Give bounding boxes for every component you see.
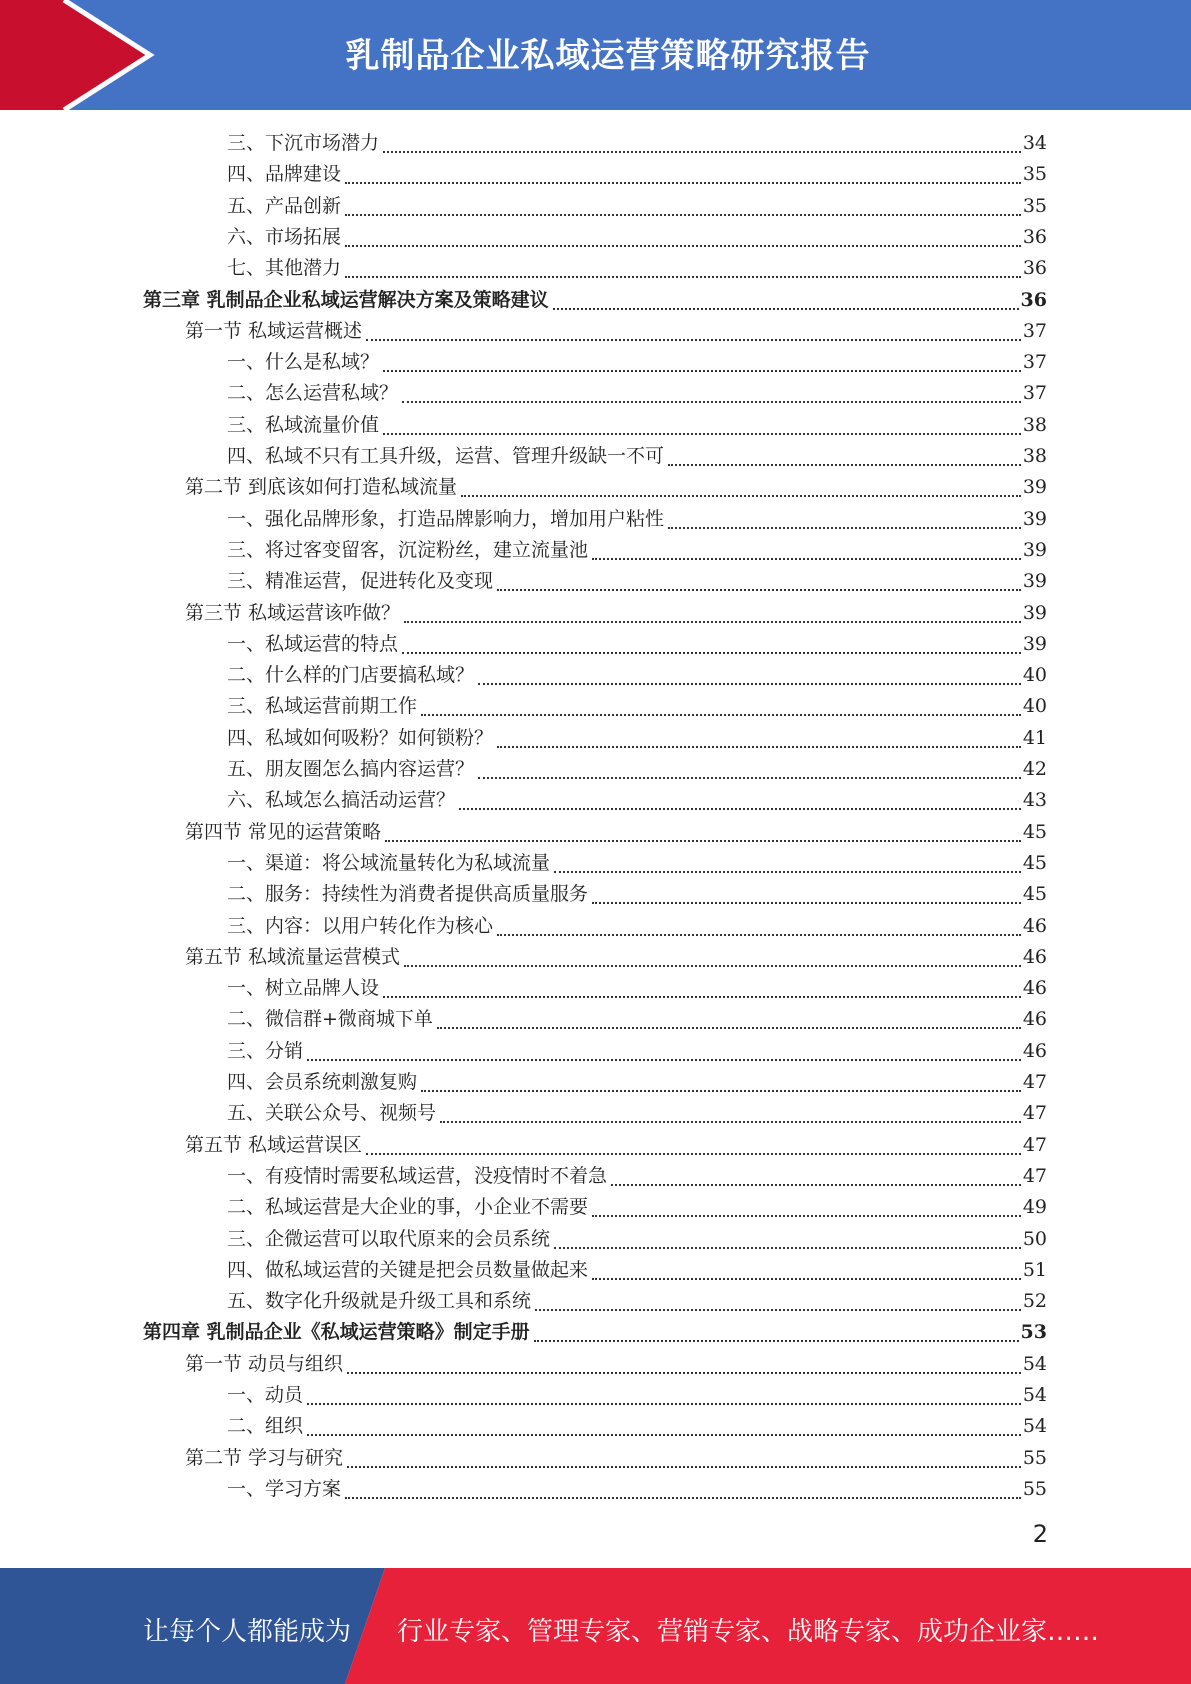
toc-entry-item[interactable] bbox=[227, 159, 1047, 190]
toc-entry-title: 三、企微运营可以取代原来的会员系统 bbox=[227, 1227, 551, 1250]
toc-entry-title: 四、做私域运营的关键是把会员数量做起来 bbox=[227, 1258, 589, 1281]
toc-dot-leader bbox=[345, 1497, 1021, 1499]
toc-dot-leader bbox=[592, 1278, 1021, 1280]
toc-entry-page: 46 bbox=[1022, 1008, 1047, 1031]
toc-entry-item[interactable] bbox=[227, 1192, 1047, 1223]
report-title: 乳制品企业私域运营策略研究报告 bbox=[345, 36, 871, 76]
toc-dot-leader bbox=[554, 1247, 1021, 1249]
toc-dot-leader bbox=[553, 308, 1019, 310]
toc-entry-title: 四、品牌建设 bbox=[227, 163, 342, 186]
toc-entry-title: 第四节 常见的运营策略 bbox=[185, 820, 382, 843]
toc-entry-title: 三、内容：以用户转化作为核心 bbox=[227, 914, 494, 937]
toc-entry-item[interactable] bbox=[227, 879, 1047, 910]
toc-dot-leader bbox=[461, 495, 1021, 497]
toc-dot-leader bbox=[592, 558, 1021, 560]
toc-entry-title: 第一节 私域运营概述 bbox=[185, 319, 363, 342]
footer-slogan-right: 行业专家、管理专家、营销专家、战略专家、成功企业家…… bbox=[397, 1617, 1100, 1647]
toc-dot-leader bbox=[347, 1466, 1021, 1468]
toc-entry-title: 三、分销 bbox=[227, 1039, 304, 1062]
toc-entry-title: 三、下沉市场潜力 bbox=[227, 132, 380, 154]
toc-dot-leader bbox=[497, 746, 1021, 748]
toc-entry-title: 六、私域怎么搞活动运营？ bbox=[227, 789, 456, 812]
toc-dot-leader bbox=[497, 589, 1021, 591]
toc-entry-page: 55 bbox=[1022, 1446, 1047, 1469]
toc-entry-item[interactable] bbox=[227, 691, 1047, 722]
toc-dot-leader bbox=[307, 1434, 1021, 1436]
toc-entry-section[interactable] bbox=[185, 817, 1047, 848]
toc-entry-item[interactable] bbox=[227, 848, 1047, 879]
toc-entry-item[interactable] bbox=[227, 723, 1047, 754]
toc-entry-item[interactable] bbox=[227, 629, 1047, 660]
toc-dot-leader bbox=[307, 1403, 1021, 1405]
toc-entry-section[interactable] bbox=[185, 598, 1047, 629]
toc-entry-section[interactable] bbox=[185, 472, 1047, 503]
toc-dot-leader bbox=[345, 214, 1021, 216]
toc-dot-leader bbox=[307, 1059, 1021, 1061]
toc-entry-title: 五、数字化升级就是升级工具和系统 bbox=[227, 1290, 532, 1313]
toc-entry-page: 39 bbox=[1022, 538, 1047, 561]
toc-entry-title: 五、朋友圈怎么搞内容运营？ bbox=[227, 758, 475, 780]
toc-entry-item[interactable] bbox=[227, 535, 1047, 566]
toc-entry-title: 四、会员系统刺激复购 bbox=[227, 1071, 418, 1093]
toc-entry-title: 二、私域运营是大企业的事，小企业不需要 bbox=[227, 1196, 589, 1219]
toc-entry-page: 38 bbox=[1022, 445, 1047, 467]
toc-entry-page: 45 bbox=[1022, 851, 1047, 874]
toc-entry-item[interactable] bbox=[227, 566, 1047, 597]
toc-entry-section[interactable] bbox=[185, 942, 1047, 973]
toc-dot-leader bbox=[478, 683, 1021, 685]
toc-entry-page: 46 bbox=[1022, 914, 1047, 937]
toc-entry-page: 38 bbox=[1022, 413, 1047, 436]
page-footer bbox=[0, 1568, 1191, 1684]
toc-entry-chapter[interactable] bbox=[143, 1317, 1047, 1348]
toc-entry-section[interactable] bbox=[185, 1443, 1047, 1474]
toc-entry-item[interactable] bbox=[227, 1380, 1047, 1411]
toc-entry-title: 四、私域如何吸粉？如何锁粉？ bbox=[227, 726, 494, 749]
toc-entry-item[interactable] bbox=[227, 1286, 1047, 1317]
toc-entry-item[interactable] bbox=[227, 1411, 1047, 1442]
toc-entry-title: 第五节 私域运营误区 bbox=[185, 1133, 363, 1156]
toc-dot-leader bbox=[383, 370, 1021, 372]
toc-dot-leader bbox=[668, 464, 1021, 466]
toc-entry-page: 55 bbox=[1022, 1477, 1047, 1500]
toc-entry-section[interactable] bbox=[185, 1349, 1047, 1380]
toc-entry-title: 一、树立品牌人设 bbox=[227, 977, 380, 1000]
toc-entry-page: 53 bbox=[1020, 1321, 1047, 1344]
toc-entry-title: 六、市场拓展 bbox=[227, 225, 342, 248]
toc-entry-title: 第五节 私域流量运营模式 bbox=[185, 945, 401, 968]
toc-entry-title: 七、其他潜力 bbox=[227, 257, 342, 280]
toc-dot-leader bbox=[345, 245, 1021, 247]
toc-entry-page: 37 bbox=[1022, 351, 1047, 374]
toc-entry-chapter[interactable] bbox=[143, 285, 1047, 316]
toc-entry-page: 34 bbox=[1022, 132, 1047, 154]
toc-entry-page: 46 bbox=[1022, 945, 1047, 968]
toc-entry-item[interactable] bbox=[227, 1161, 1047, 1192]
toc-dot-leader bbox=[478, 777, 1021, 779]
toc-entry-page: 37 bbox=[1022, 382, 1047, 405]
toc-dot-leader bbox=[402, 401, 1021, 403]
toc-entry-title: 一、什么是私域？ bbox=[227, 351, 380, 374]
toc-entry-page: 45 bbox=[1022, 883, 1047, 906]
toc-dot-leader bbox=[459, 808, 1021, 810]
toc-dot-leader bbox=[345, 276, 1021, 278]
toc-entry-title: 三、私域运营前期工作 bbox=[227, 695, 418, 718]
toc-dot-leader bbox=[535, 1309, 1021, 1311]
toc-dot-leader bbox=[440, 1121, 1021, 1123]
toc-entry-item[interactable] bbox=[227, 911, 1047, 942]
toc-entry-title: 一、强化品牌形象，打造品牌影响力，增加用户粘性 bbox=[227, 507, 665, 530]
toc-entry-title: 五、产品创新 bbox=[227, 194, 342, 217]
toc-dot-leader bbox=[554, 871, 1021, 873]
toc-dot-leader bbox=[592, 902, 1021, 904]
toc-entry-item[interactable] bbox=[227, 504, 1047, 535]
toc-dot-leader bbox=[383, 151, 1021, 153]
toc-entry-page: 40 bbox=[1022, 695, 1047, 718]
toc-entry-page: 46 bbox=[1022, 1039, 1047, 1062]
toc-entry-title: 二、服务：持续性为消费者提供高质量服务 bbox=[227, 883, 589, 906]
toc-entry-item[interactable] bbox=[227, 1098, 1047, 1129]
toc-entry-title: 第三节 私域运营该咋做？ bbox=[185, 601, 401, 624]
toc-dot-leader bbox=[421, 714, 1021, 716]
toc-entry-page: 35 bbox=[1022, 194, 1047, 217]
toc-entry-item[interactable] bbox=[227, 785, 1047, 816]
toc-dot-leader bbox=[437, 1027, 1021, 1029]
toc-entry-section[interactable] bbox=[185, 1130, 1047, 1161]
toc-entry-item[interactable] bbox=[227, 1004, 1047, 1035]
toc-entry-item[interactable] bbox=[227, 410, 1047, 441]
toc-entry-page: 45 bbox=[1022, 820, 1047, 843]
toc-entry-page: 39 bbox=[1022, 632, 1047, 655]
toc-entry-page: 36 bbox=[1022, 257, 1047, 280]
toc-entry-title: 二、微信群+微商城下单 bbox=[227, 1008, 433, 1031]
toc-entry-item[interactable] bbox=[227, 347, 1047, 378]
toc-entry-item[interactable] bbox=[227, 1036, 1047, 1067]
toc-entry-title: 一、私域运营的特点 bbox=[227, 632, 399, 655]
toc-entry-page: 39 bbox=[1022, 507, 1047, 530]
toc-entry-title: 第二节 到底该如何打造私域流量 bbox=[185, 476, 458, 499]
toc-entry-page: 43 bbox=[1022, 789, 1047, 812]
toc-entry-page: 42 bbox=[1022, 758, 1047, 780]
toc-entry-section[interactable] bbox=[185, 316, 1047, 347]
toc-entry-title: 四、私域不只有工具升级，运营、管理升级缺一不可 bbox=[227, 445, 665, 467]
toc-dot-leader bbox=[534, 1340, 1019, 1342]
toc-entry-item[interactable] bbox=[227, 378, 1047, 409]
toc-entry-page: 51 bbox=[1022, 1258, 1047, 1281]
toc-entry-page: 54 bbox=[1022, 1352, 1047, 1375]
toc-entry-item[interactable] bbox=[227, 222, 1047, 253]
toc-entry-title: 二、怎么运营私域？ bbox=[227, 382, 399, 405]
toc-entry-item[interactable] bbox=[227, 1474, 1047, 1505]
toc-entry-page: 37 bbox=[1022, 319, 1047, 342]
toc-entry-page: 40 bbox=[1022, 664, 1047, 687]
toc-entry-page: 39 bbox=[1022, 476, 1047, 499]
toc-entry-title: 五、关联公众号、视频号 bbox=[227, 1102, 437, 1125]
toc-entry-page: 49 bbox=[1022, 1196, 1047, 1219]
toc-entry-title: 一、渠道：将公域流量转化为私域流量 bbox=[227, 851, 551, 874]
toc-entry-page: 47 bbox=[1022, 1164, 1047, 1187]
toc-entry-item[interactable] bbox=[227, 1255, 1047, 1286]
toc-entry-title: 第一节 动员与组织 bbox=[185, 1352, 344, 1375]
toc-entry-page: 54 bbox=[1022, 1415, 1047, 1438]
toc-dot-leader bbox=[366, 339, 1021, 341]
toc-dot-leader bbox=[402, 652, 1021, 654]
toc-dot-leader bbox=[366, 1153, 1021, 1155]
footer-slogan-left: 让每个人都能成为 bbox=[143, 1617, 352, 1647]
toc-dot-leader bbox=[383, 996, 1021, 998]
toc-entry-item[interactable] bbox=[227, 441, 1047, 472]
toc-entry-page: 54 bbox=[1022, 1384, 1047, 1406]
toc-dot-leader bbox=[668, 527, 1021, 529]
toc-entry-item[interactable] bbox=[227, 1224, 1047, 1255]
toc-dot-leader bbox=[592, 1215, 1021, 1217]
toc-entry-item[interactable] bbox=[227, 128, 1047, 159]
toc-entry-page: 47 bbox=[1022, 1071, 1047, 1093]
toc-entry-page: 46 bbox=[1022, 977, 1047, 1000]
toc-dot-leader bbox=[385, 840, 1021, 842]
toc-entry-title: 三、精准运营，促进转化及变现 bbox=[227, 570, 494, 593]
toc-entry-page: 50 bbox=[1022, 1227, 1047, 1250]
toc-entry-title: 三、将过客变留客，沉淀粉丝，建立流量池 bbox=[227, 538, 589, 561]
toc-entry-title: 一、有疫情时需要私域运营，没疫情时不着急 bbox=[227, 1164, 608, 1187]
toc-entry-title: 一、学习方案 bbox=[227, 1477, 342, 1500]
toc-entry-page: 35 bbox=[1022, 163, 1047, 186]
toc-entry-page: 39 bbox=[1022, 570, 1047, 593]
toc-entry-title: 第四章 乳制品企业《私域运营策略》制定手册 bbox=[143, 1321, 530, 1344]
toc-entry-title: 二、什么样的门店要搞私域？ bbox=[227, 664, 475, 687]
toc-entry-page: 36 bbox=[1020, 288, 1047, 311]
toc-entry-item[interactable] bbox=[227, 191, 1047, 222]
toc-dot-leader bbox=[347, 1372, 1021, 1374]
toc-entry-page: 47 bbox=[1022, 1133, 1047, 1156]
toc-entry-title: 三、私域流量价值 bbox=[227, 413, 380, 436]
toc-entry-title: 二、组织 bbox=[227, 1415, 304, 1438]
toc-entry-item[interactable] bbox=[227, 973, 1047, 1004]
toc-entry-page: 41 bbox=[1022, 726, 1047, 749]
toc-entry-item[interactable] bbox=[227, 253, 1047, 284]
toc-dot-leader bbox=[404, 965, 1021, 967]
toc-dot-leader bbox=[383, 433, 1021, 435]
page-number: 2 bbox=[1032, 1520, 1048, 1548]
toc-entry-item[interactable] bbox=[227, 754, 1047, 785]
toc-entry-title: 第三章 乳制品企业私域运营解决方案及策略建议 bbox=[143, 288, 549, 311]
toc-dot-leader bbox=[611, 1184, 1021, 1186]
toc-entry-item[interactable] bbox=[227, 660, 1047, 691]
page-header bbox=[0, 0, 1191, 110]
toc-dot-leader bbox=[404, 621, 1021, 623]
toc-entry-title: 第二节 学习与研究 bbox=[185, 1446, 344, 1469]
toc-entry-title: 一、动员 bbox=[227, 1384, 304, 1406]
toc-entry-page: 39 bbox=[1022, 601, 1047, 624]
toc-dot-leader bbox=[421, 1090, 1021, 1092]
toc-dot-leader bbox=[497, 934, 1021, 936]
toc-entry-page: 47 bbox=[1022, 1102, 1047, 1125]
toc-dot-leader bbox=[345, 182, 1021, 184]
toc-entry-page: 36 bbox=[1022, 225, 1047, 248]
toc-entry-item[interactable] bbox=[227, 1067, 1047, 1098]
toc-entry-page: 52 bbox=[1022, 1290, 1047, 1313]
